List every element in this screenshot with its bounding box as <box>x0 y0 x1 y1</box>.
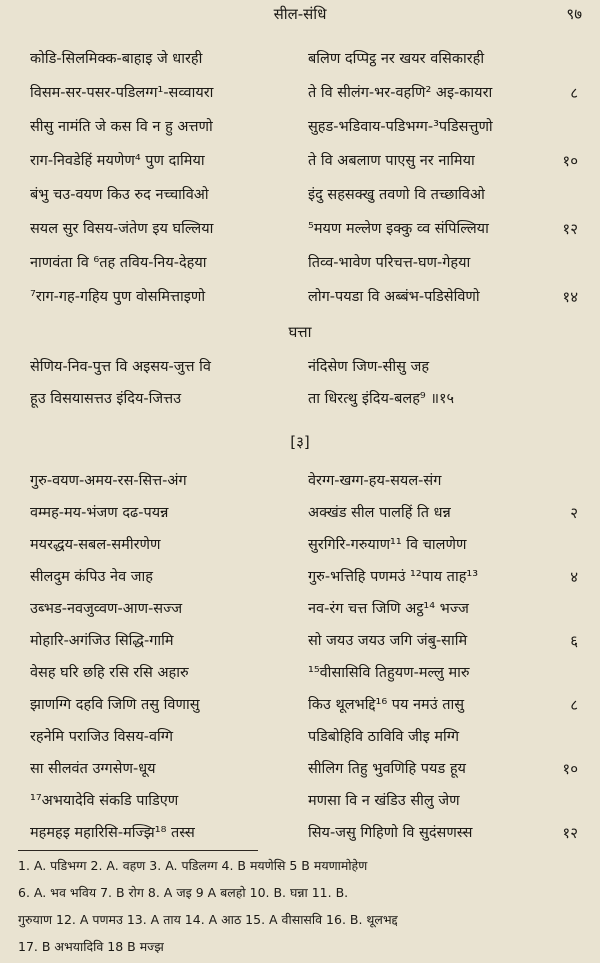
verse-left: ⁷राग-गह-गहिय पुण वोसमित्ताइणो <box>30 289 206 305</box>
verse-right: सुहड-भडिवाय-पडिभग्ग-³पडिसत्तुणो <box>308 119 493 135</box>
verse-line <box>0 786 600 816</box>
verse-line <box>0 562 600 592</box>
footnote-line: गुरुयाण 12. A पणमउ 13. A ताय 14. A आठ 15. A वीसासवि 16. B. थूलभद्द <box>18 912 398 927</box>
verse-left: बंभु चउ-वयण किउ रुद नच्चाविओ <box>30 187 209 203</box>
verse-right: ते वि अबलाण पाएसु नर नामिया <box>308 153 475 169</box>
verse-line <box>0 248 600 278</box>
page-header <box>0 4 600 28</box>
verse-number: १० <box>562 760 578 778</box>
footnote-divider <box>18 850 258 851</box>
verse-line <box>0 530 600 560</box>
verse-line <box>0 282 600 312</box>
verse-right: ता धिरत्थु इंदिय-बलह⁹ ॥१५ <box>308 391 455 407</box>
verse-right: ते वि सीलंग-भर-वहणि² अइ-कायरा <box>308 85 493 101</box>
verse-line <box>0 594 600 624</box>
section-number: [३] <box>290 433 310 451</box>
footnotes <box>18 852 588 960</box>
verse-left: रहनेमि पराजिउ विसय-वग्गि <box>30 729 174 745</box>
verse-line <box>0 754 600 784</box>
verse-line <box>0 658 600 688</box>
verse-left: सयल सुर विसय-जंतेण इय घल्लिया <box>30 221 214 237</box>
verse-line <box>0 214 600 244</box>
verse-right: सीलिग तिहु भुवणिहि पयड हूय <box>308 761 466 777</box>
verse-number: ६ <box>570 632 578 650</box>
verse-left: ¹⁷अभयादेवि संकडि पाडिएण <box>30 793 179 809</box>
footnote-line: 17. B अभयादिवि 18 B मज्झ <box>18 939 164 954</box>
running-title: सील-संधि <box>273 5 327 23</box>
verse-number: ८ <box>570 696 578 714</box>
verse-right: ¹⁵वीसासिवि तिहुयण-मल्लु मारु <box>308 665 470 681</box>
verse-right: वेरग्ग-खग्ग-हय-सयल-संग <box>308 473 442 489</box>
verse-number: ४ <box>570 568 578 586</box>
verse-number: १० <box>562 152 578 170</box>
verse-left: विसम-सर-पसर-पडिलग्ग¹-सव्वायरा <box>30 85 214 101</box>
verse-right: नव-रंग चत्त जिणि अट्ठ¹⁴ भज्ज <box>308 601 469 617</box>
verse-right: पडिबोहिवि ठाविवि जीइ मग्गि <box>308 729 459 745</box>
verse-right: सो जयउ जयउ जगि जंबु-सामि <box>308 633 468 649</box>
verse-line <box>0 818 600 848</box>
verse-right: अक्खंड सील पालहिं ति धन्न <box>308 505 451 521</box>
verse-left: सीलदुम कंपिउ नेव जाह <box>30 569 153 585</box>
verse-number: १२ <box>562 220 578 238</box>
verse-line <box>0 180 600 210</box>
verse-left: महमहइ महारिसि-मज्झि¹⁸ तस्स <box>30 825 195 841</box>
page-number: ९७ <box>566 5 582 23</box>
verse-left: उब्भड-नवजुव्वण-आण-सज्ज <box>30 601 183 617</box>
verse-line <box>0 146 600 176</box>
verse-line <box>0 112 600 142</box>
verse-right: सुरगिरि-गरुयाण¹¹ वि चालणेण <box>308 537 467 553</box>
footnote-line: 6. A. भव भविय 7. B रोग 8. A जइ 9 A बलहो 10. B. घन्ना 11. B. <box>18 885 349 900</box>
verse-left: नाणवंता वि ⁶तह तविय-निय-देहया <box>30 255 207 271</box>
verse-left: मयरद्धय-सबल-समीरणेण <box>30 537 161 553</box>
ghatta-heading: घत्ता <box>288 323 312 341</box>
verse-line <box>0 690 600 720</box>
verse-right: सिय-जसु गिहिणो वि सुदंसणस्स <box>308 825 473 841</box>
verse-left: राग-निवडेहिं मयणेण⁴ पुण दामिया <box>30 153 205 169</box>
verse-number: १२ <box>562 824 578 842</box>
verse-line <box>0 384 600 414</box>
verse-left: कोडि-सिलमिक्क-बाहाइ जे धारही <box>30 51 203 67</box>
verse-right: लोग-पयडा वि अब्बंभ-पडिसेविणो <box>308 289 480 305</box>
verse-line <box>0 626 600 656</box>
verse-right: नंदिसेण जिण-सीसु जह <box>308 359 430 375</box>
verse-right: मणसा वि न खंडिउ सीलु जेण <box>308 793 460 809</box>
verse-left: मोहारि-अगंजिउ सिद्धि-गामि <box>30 633 174 649</box>
verse-right: गुरु-भत्तिहि पणमउं ¹²पाय ताह¹³ <box>308 569 479 585</box>
footnote-line: 1. A. पडिभग्ग 2. A. वहण 3. A. पडिलग्ग 4. B मयणेसि 5 B मयणामोहेण <box>18 858 368 873</box>
verse-right: इंदु सहसक्खु तवणो वि तच्छाविओ <box>308 187 485 203</box>
verse-left: सा सीलवंत उग्गसेण-धूय <box>30 761 156 777</box>
verse-left: सीसु नामंति जे कस वि न हु अत्तणो <box>30 119 213 135</box>
verse-left: झाणग्गि दहवि जिणि तसु विणासु <box>30 697 200 713</box>
verse-line <box>0 722 600 752</box>
verse-right: ⁵मयण मल्लेण इक्कु व्व संपिल्लिया <box>308 221 489 237</box>
verse-number: ८ <box>570 84 578 102</box>
verse-left: वेसह घरि छहि रसि रसि अहारु <box>30 665 189 681</box>
verse-right: बलिण दप्पिट्ठ नर खयर वसिकारही <box>308 51 485 67</box>
verse-line <box>0 44 600 74</box>
verse-number: १४ <box>562 288 578 306</box>
verse-line <box>0 466 600 496</box>
verse-left: सेणिय-निव-पुत्त वि अइसय-जुत्त वि <box>30 359 211 375</box>
verse-left: वम्मह-मय-भंजण दढ-पयन्न <box>30 505 169 521</box>
verse-number: २ <box>570 504 578 522</box>
verse-line <box>0 498 600 528</box>
verse-left: हूउ विसयासत्तउ इंदिय-जित्तउ <box>30 391 182 407</box>
verse-line <box>0 78 600 108</box>
verse-left: गुरु-वयण-अमय-रस-सित्त-अंग <box>30 473 187 489</box>
verse-right: तिव्व-भावेण परिचत्त-घण-गेहया <box>308 255 471 271</box>
verse-line <box>0 352 600 382</box>
verse-right: किउ थूलभद्दि¹⁶ पय नमउं तासु <box>308 697 465 713</box>
